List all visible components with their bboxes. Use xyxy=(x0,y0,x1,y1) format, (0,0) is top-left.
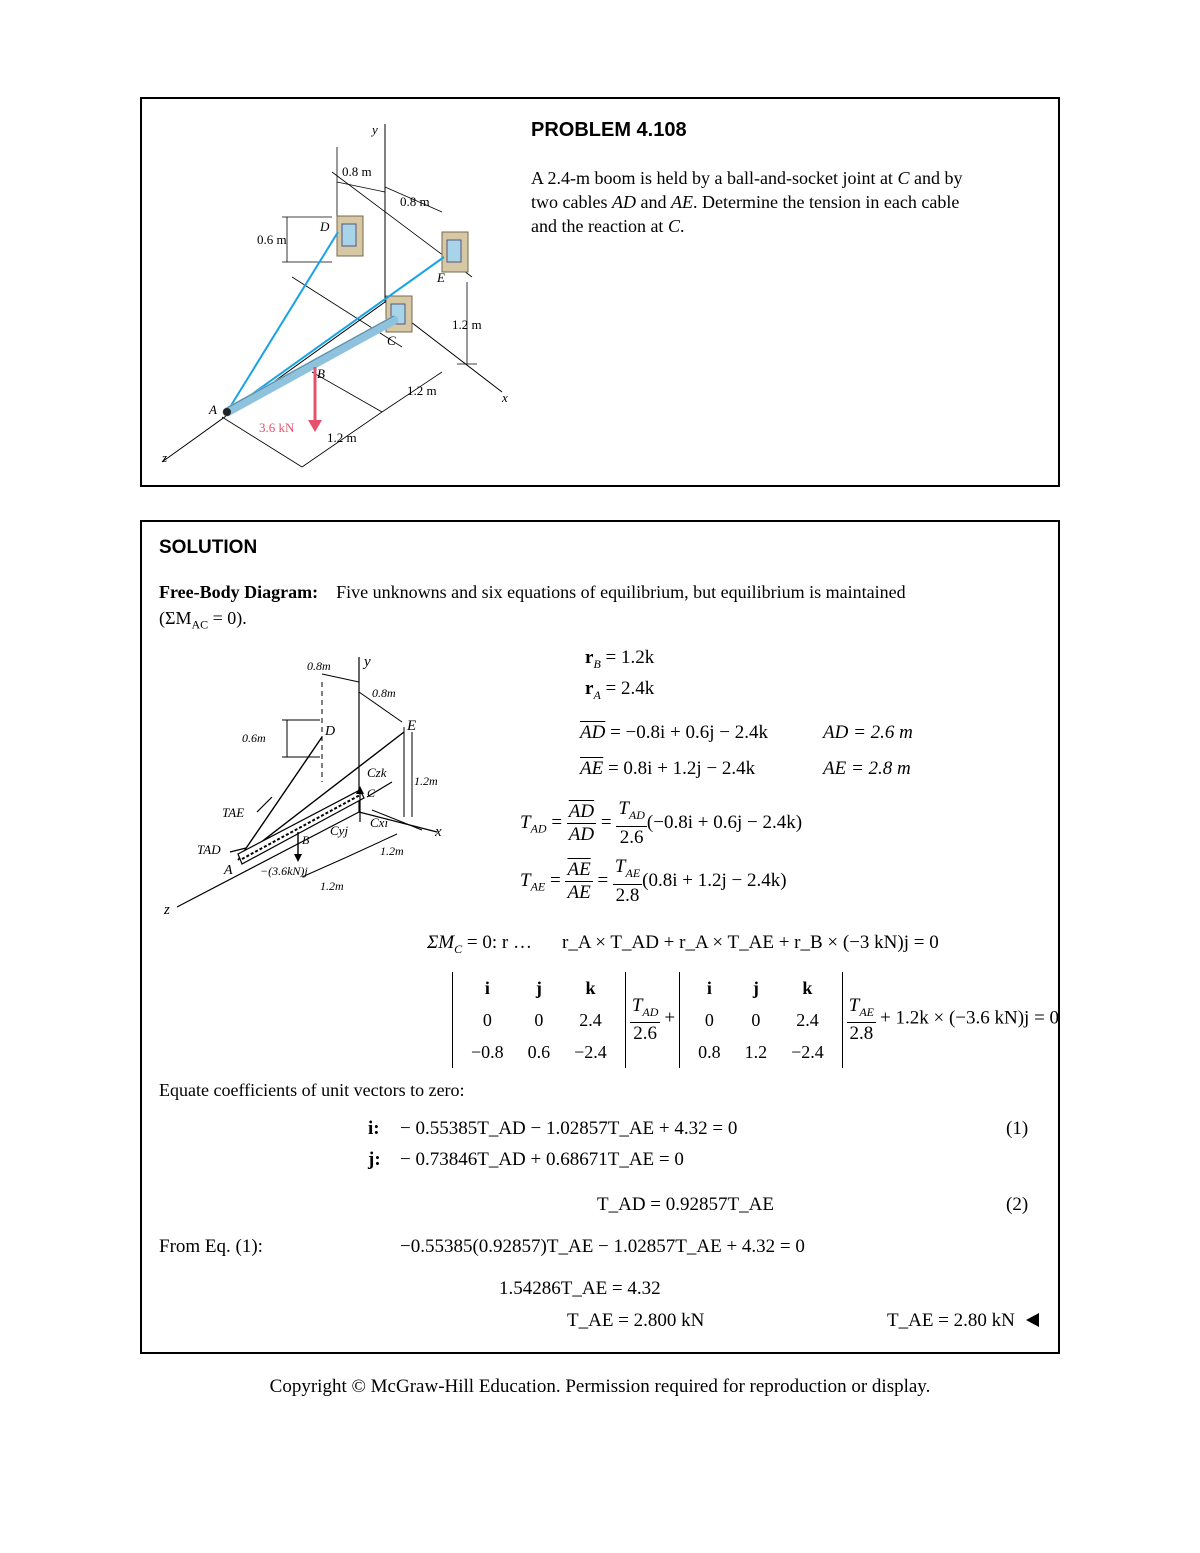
problem-text-line3: and the reaction at C. xyxy=(531,216,685,236)
fbd-d12b: 1.2m xyxy=(380,844,404,858)
problem-title: PROBLEM 4.108 xyxy=(531,119,687,141)
equate-text: Equate coefficients of unit vectors to zero: xyxy=(159,1080,465,1100)
simplified-eq: 1.54286T_AE = 4.32 xyxy=(499,1278,661,1299)
problem-text-line2: two cables AD and AE. Determine the tension in each cable xyxy=(531,192,960,212)
copyright-footer: Copyright © McGraw-Hill Education. Permission required for reproduction or display. xyxy=(269,1376,931,1397)
fbd-Cx: Cxi xyxy=(370,815,389,830)
eq-j-label: j: xyxy=(368,1149,381,1170)
eq-i: − 0.55385T_AD − 1.02857T_AE + 4.32 = 0 xyxy=(400,1118,738,1139)
fbd-D: D xyxy=(325,724,336,739)
eq-j: − 0.73846T_AD + 0.68671T_AE = 0 xyxy=(400,1149,684,1170)
problem-text-line1: A 2.4-m boom is held by a ball-and-socket joint at C and by xyxy=(531,168,963,188)
fig1-point-A: A xyxy=(209,402,217,417)
TAD-eq: $T_{AD}$ = $\frac{\overline{AD}}{AD}$ = $\frac{T_{AD}}{2.6}$ (−0.8i + 0.6j − 2.4k) xyxy=(520,798,803,848)
AE-length: AE = 2.8 m xyxy=(823,758,911,779)
fbd-Cy: Cyj xyxy=(330,823,349,838)
fbd-d06: 0.6m xyxy=(242,731,266,745)
fig1-load-label: 3.6 kN xyxy=(259,420,295,435)
eq-i-number: (1) xyxy=(1006,1118,1029,1139)
solution-title: SOLUTION xyxy=(159,537,258,558)
fbd-A: A xyxy=(224,863,233,878)
rA-eq: $r_A = 2.4k$ xyxy=(585,678,655,702)
fig1-point-D: D xyxy=(320,219,330,234)
result-eq: T_AE = 2.800 kN xyxy=(567,1310,705,1331)
problem-box xyxy=(140,97,1060,487)
answer-marker-icon xyxy=(1024,1312,1040,1328)
fig1-dim-12-lower: 1.2 m xyxy=(407,383,437,398)
fig1-x-label: x xyxy=(502,390,508,405)
solution-box xyxy=(140,520,1060,1354)
fbd-E: E xyxy=(407,718,417,734)
fbd-d12c: 1.2m xyxy=(320,879,344,893)
fig1-point-B: B xyxy=(317,366,325,381)
moment-eq-full: r_A × T_AD + r_A × T_AE + r_B × (−3 kN)j = 0 xyxy=(562,932,939,953)
fbd-d08a: 0.8m xyxy=(307,659,331,673)
bracket-E xyxy=(442,232,468,272)
fig1-point-C: C xyxy=(387,333,396,348)
fbd-line1: Free-Body Diagram: Five unknowns and six equations of equilibrium, but equilibrium is maintained xyxy=(159,582,906,602)
eq-i-label: i: xyxy=(368,1118,380,1139)
fig1-z-label: z xyxy=(162,450,168,465)
fbd-z: z xyxy=(164,902,170,917)
fig1-dim-12-vert: 1.2 m xyxy=(452,317,482,332)
fbd-d12a: 1.2m xyxy=(414,774,438,788)
fig1-dim-08-left: 0.8 m xyxy=(342,164,372,179)
fig1-dim-12-bottom: 1.2 m xyxy=(327,430,357,445)
fig1-dim-08-right: 0.8 m xyxy=(400,194,430,209)
fbd-y: y xyxy=(364,654,371,670)
fbd-TAD: TAD xyxy=(197,842,221,857)
from-eq-label: From Eq. (1): xyxy=(159,1236,263,1257)
fbd-C: C xyxy=(367,786,376,800)
fig1-dim-06: 0.6 m xyxy=(257,232,287,247)
TAE-eq: $T_{AE}$ = $\frac{\overline{AE}}{AE}$ = $\frac{T_{AE}}{2.8}$ (0.8i + 1.2j − 2.4k) xyxy=(520,856,787,906)
determinant-equation: i j k 0 0 2.4 −0.8 0.6 −2.4 $\frac{T_{AD}}{2.6}$ + i j k 0 0 2.4 0.8 1.2 −2.4 $\frac{T_{AE}}{2.8}$ + 1.2k × (−3.6 kN)j = 0 xyxy=(452,972,1059,1068)
AD-vector-eq: $\overline{AD} = -0.8i + 0.6j - 2.4k$ xyxy=(580,722,768,743)
determinant-2: i j k 0 0 2.4 0.8 1.2 −2.4 xyxy=(679,972,843,1068)
fbd-d08b: 0.8m xyxy=(372,686,396,700)
eq-2: T_AD = 0.92857T_AE xyxy=(597,1194,774,1215)
AD-length: AD = 2.6 m xyxy=(823,722,913,743)
fbd-line2: $(\Sigma M_{AC} = 0)$. xyxy=(159,608,247,632)
determinant-1: i j k 0 0 2.4 −0.8 0.6 −2.4 xyxy=(452,972,626,1068)
eq-2-number: (2) xyxy=(1006,1194,1029,1215)
rB-eq: $r_B = 1.2k$ xyxy=(585,647,655,671)
fbd-figure xyxy=(162,647,462,917)
fig1-point-E: E xyxy=(437,270,445,285)
bracket-D xyxy=(337,216,363,256)
final-answer: T_AE = 2.80 kN xyxy=(887,1310,1040,1332)
boom xyxy=(227,320,394,412)
problem-figure xyxy=(142,99,522,485)
AE-vector-eq: $\overline{AE} = 0.8i + 1.2j - 2.4k$ xyxy=(580,758,756,779)
fbd-x: x xyxy=(435,824,442,840)
fbd-load: −(3.6kN)j xyxy=(260,864,308,878)
fbd-B: B xyxy=(302,833,310,847)
fbd-TAE: TAE xyxy=(222,805,245,820)
substitution-eq: −0.55385(0.92857)T_AE − 1.02857T_AE + 4.32 = 0 xyxy=(400,1236,805,1257)
moment-eq: $\Sigma M_C = 0$: r … xyxy=(427,932,532,956)
fbd-Cz: Czk xyxy=(367,765,387,780)
fig1-y-label: y xyxy=(372,122,378,137)
